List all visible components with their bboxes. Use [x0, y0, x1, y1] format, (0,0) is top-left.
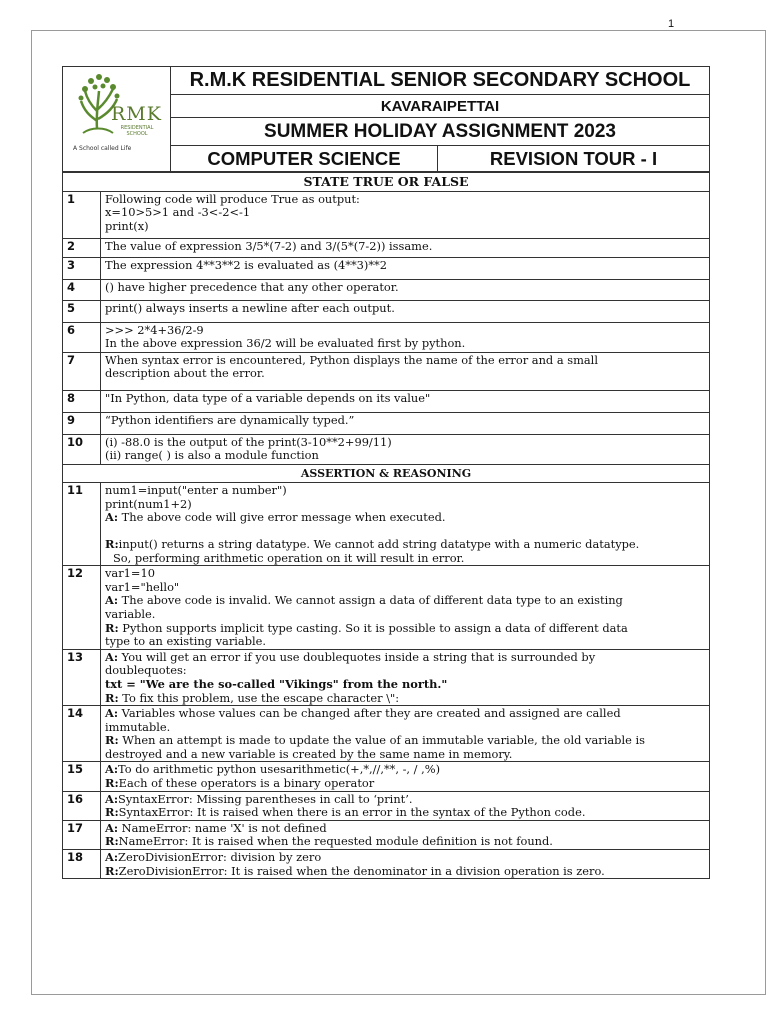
table-row: [63, 762, 710, 791]
table-row: [63, 300, 710, 322]
table-row: [63, 706, 710, 762]
question-number: 2: [63, 238, 101, 257]
question-number: 1: [63, 191, 101, 238]
question-number: 13: [63, 649, 101, 705]
question-text: "In Python, data type of a variable depends on its value": [101, 390, 710, 412]
table-row: [63, 279, 710, 300]
question-number: 17: [63, 820, 101, 849]
question-number: 12: [63, 566, 101, 650]
document-header: [62, 66, 710, 172]
question-number: 4: [63, 279, 101, 300]
question-number: 18: [63, 850, 101, 879]
subject-title: COMPUTER SCIENCE: [171, 146, 438, 172]
question-number: 11: [63, 483, 101, 566]
question-text: >>> 2*4+36/2-9 In the above expression 36/2 will be evaluated first by python.: [101, 322, 710, 352]
question-text: “Python identifiers are dynamically typed.”: [101, 412, 710, 434]
question-text: A: NameError: name 'X' is not defined R:NameError: It is raised when the requested module definition is not found.: [101, 820, 710, 849]
table-row: [63, 791, 710, 820]
table-row: [63, 850, 710, 879]
question-number: 16: [63, 791, 101, 820]
question-number: 14: [63, 706, 101, 762]
question-text: A:ZeroDivisionError: division by zero R:ZeroDivisionError: It is raised when the denominator in a division operation is zero.: [101, 850, 710, 879]
question-text: print() always inserts a newline after each output.: [101, 300, 710, 322]
question-number: 9: [63, 412, 101, 434]
unit-title: REVISION TOUR - I: [489, 148, 658, 169]
page-number: 1: [668, 18, 675, 30]
logo-subtext: RESIDENTIAL SCHOOL: [120, 125, 154, 137]
question-text: The expression 4**3**2 is evaluated as (4**3)**2: [101, 257, 710, 279]
table-row: [63, 649, 710, 705]
question-number: 15: [63, 762, 101, 791]
logo-text: RMK: [111, 103, 162, 125]
assignment-title: SUMMER HOLIDAY ASSIGNMENT 2023: [171, 118, 709, 146]
question-text: A: Variables whose values can be changed after they are created and assigned are called immutable. R: When an attempt is made to update the value of an immutable variable, the old variable is destroyed and a new variable is created by the same name in memory.: [101, 706, 710, 762]
school-place: KAVARAIPETTAI: [171, 95, 709, 118]
question-number: 10: [63, 434, 101, 464]
table-row: [63, 483, 710, 566]
question-number: 8: [63, 390, 101, 412]
question-number: 6: [63, 322, 101, 352]
table-row: [63, 412, 710, 434]
question-text: The value of expression 3/5*(7-2) and 3/(5*(7-2)) issame.: [101, 238, 710, 257]
table-row: [63, 434, 710, 464]
school-logo: [63, 67, 171, 171]
section-heading: STATE TRUE OR FALSE: [63, 173, 710, 192]
question-number: 5: [63, 300, 101, 322]
table-row: [63, 238, 710, 257]
question-text: Following code will produce True as output: x=10>5>1 and -3<-2<-1 print(x): [101, 191, 710, 238]
question-text: A:To do arithmetic python usesarithmetic(+,*,//,**, -, / ,%) R:Each of these operators is a binary operator: [101, 762, 710, 791]
question-text: When syntax error is encountered, Python displays the name of the error and a small description about the error.: [101, 352, 710, 390]
school-name: R.M.K RESIDENTIAL SENIOR SECONDARY SCHOOL: [171, 67, 709, 95]
question-text: A: You will get an error if you use doublequotes inside a string that is surrounded by doublequotes: txt = "We are the so-called "Vikings" from the north." R: To fix this problem, use the escape character \":: [101, 649, 710, 705]
question-text: var1=10 var1="hello" A: The above code is invalid. We cannot assign a data of different data type to an existing variable. R: Python supports implicit type casting. So it is possible to assign a data of different data type to an existing variable.: [101, 566, 710, 650]
logo-tagline: A School called Life: [73, 145, 132, 152]
questions-table: [62, 172, 710, 879]
table-row: [63, 566, 710, 650]
question-number: 3: [63, 257, 101, 279]
question-text: num1=input("enter a number") print(num1+2) A: The above code will give error message when executed. R:input() returns a string datatype. We cannot add string datatype with a numeric datatype. So, performing arithmetic operation on it will result in error.: [101, 483, 710, 566]
question-number: 7: [63, 352, 101, 390]
section-heading: ASSERTION & REASONING: [63, 464, 710, 483]
table-row: [63, 191, 710, 238]
table-row: [63, 820, 710, 849]
question-text: A:SyntaxError: Missing parentheses in call to ‘print’. R:SyntaxError: It is raised when there is an error in the syntax of the Python code.: [101, 791, 710, 820]
question-text: (i) -88.0 is the output of the print(3-10**2+99/11) (ii) range( ) is also a module function: [101, 434, 710, 464]
table-row: [63, 390, 710, 412]
table-row: [63, 352, 710, 390]
table-row: [63, 257, 710, 279]
table-row: [63, 322, 710, 352]
question-text: () have higher precedence that any other operator.: [101, 279, 710, 300]
